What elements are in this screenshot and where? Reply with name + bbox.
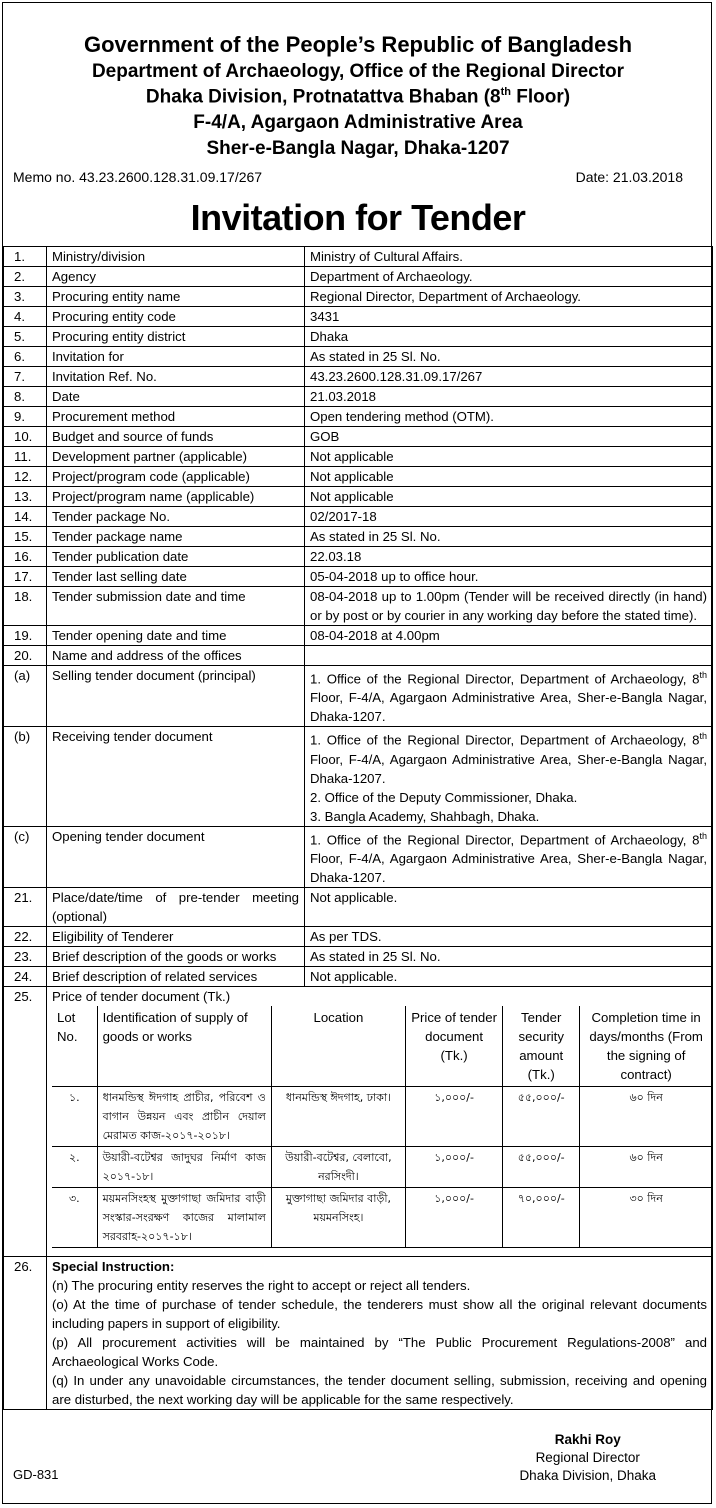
table-row: 4. Procuring entity code 3431 [4,307,713,327]
footer-code: GD-831 [13,1467,59,1482]
table-row: 18. Tender submission date and time 08-04-2018 up to 1.00pm (Tender will be received directly (in hand) or by post or by courier in any working day before the stated time). [4,587,713,626]
table-row: 24. Brief description of related services Not applicable. [4,967,713,987]
table-row: (b) Receiving tender document 1. Office of the Regional Director, Department of Archaeology, 8th Floor, F-4/A, Agargaon Administrative Area, Sher-e-Bangla Nagar, Dhaka-1207. 2. Office of the Deputy Commissioner, Dhaka. 3. Bangla Academy, Shahbagh, Dhaka. [4,727,713,826]
table-row: 8. Date 21.03.2018 [4,387,713,407]
document-title: Invitation for Tender [190,197,526,238]
table-row: 13. Project/program name (applicable) Not applicable [4,487,713,507]
table-row: 20. Name and address of the offices [4,646,713,666]
signature-block [519,1431,656,1485]
table-row: 2. Agency Department of Archaeology. [4,267,713,287]
table-row: 6. Invitation for As stated in 25 Sl. No. [4,347,713,367]
tender-table [3,246,713,1410]
table-row: 26. Special Instruction: (n) The procuring entity reserves the right to accept or reject all tenders. (o) At the time of purchase of tender schedule, the tenderers must show all the original relevant documents including papers in support of eligibility. (p) All procurement activities will be maintained by “The Public Procurement Regulations-2008” and Archaeological Works Code. (q) In under any unavoidable circumstances, the tender document selling, submission, receiving and opening are disturbed, the next working day will be applicable for the same respectively. [4,1257,713,1410]
signatory-designation: Regional Director [535,1450,640,1465]
memo-number: Memo no. 43.23.2600.128.31.09.17/267 [13,169,263,185]
package-table [52,1006,712,1248]
table-row: 7. Invitation Ref. No. 43.23.2600.128.31.09.17/267 [4,367,713,387]
header-department: Department of Archaeology, Office of the Regional Director [91,61,625,82]
signatory-name: Rakhi Roy [554,1432,621,1447]
signatory-office: Dhaka Division, Dhaka [519,1468,656,1483]
table-row: 9. Procurement method Open tendering method (OTM). [4,407,713,427]
table-row: 17. Tender last selling date 05-04-2018 up to office hour. [4,567,713,587]
office-opening: 1. Office of the Regional Director, Department of Archaeology, 8th Floor, F-4/A, Agargaon Administrative Area, Sher-e-Bangla Nagar, Dhaka-1207. [305,826,713,887]
package-row: ২. উয়ারী-বটেশ্বর জাদুঘর নির্মাণ কাজ ২০১৭-১৮। উয়ারী-বটেশ্বর, বেলাবো, নরসিংদী। ১,০০০/- ৫৫,০০০/- ৬০ দিন [52,1147,712,1188]
table-row: 25. Price of tender document (Tk.) Lot No. Identification of supply of goods or works Location Price of tender document (Tk.) Tender security amount (Tk.) Completion time in days/months (From the signing of contract) ১. ধানমন্ডিস্থ ঈদগাহ প্রাচীর, পরিবেশ ও বাগান উন্নয়ন এবং প্রাচীন দেয়াল মেরামত কাজ-২০১৭-২০১৮। ধানমন্ডিস্থ ঈদগাহ, ঢাকা। ১,০০০/- ৫৫,০০০/- ৬০ দিন ২. উয়ারী-বটেশ্বর জাদুঘর নির্মাণ কাজ ২০১৭-১৮। উয়ারী-বটেশ্বর, বেলাবো, নরসিংদী। ১,০০০/- ৫৫,০০০/- ৬০ দিন ৩. ময়মনসিংহস্থ মুক্তাগাছা জমিদার বাড়ী সংস্কার-সংরক্ষণ কাজের মালামাল সরবরাহ-২০১৭-১৮। মুক্তাগাছা জমিদার বাড়ী, ময়মনসিংহ। ১,০০০/- ৭০,০০০/- ৩০ দিন [4,987,713,1257]
header-division: Dhaka Division, Protnatattva Bhaban (8th Floor) [145,86,571,108]
table-row: 5. Procuring entity district Dhaka [4,327,713,347]
header-city: Sher-e-Bangla Nagar, Dhaka-1207 [206,138,510,159]
table-row: (c) Opening tender document 1. Office of the Regional Director, Department of Archaeology, 8th Floor, F-4/A, Agargaon Administrative Area, Sher-e-Bangla Nagar, Dhaka-1207. [4,826,713,887]
table-row: 14. Tender package No. 02/2017-18 [4,507,713,527]
table-row: 23. Brief description of the goods or works As stated in 25 Sl. No. [4,947,713,967]
table-row: 3. Procuring entity name Regional Director, Department of Archaeology. [4,287,713,307]
package-row: ১. ধানমন্ডিস্থ ঈদগাহ প্রাচীর, পরিবেশ ও বাগান উন্নয়ন এবং প্রাচীন দেয়াল মেরামত কাজ-২০১৭-২০১৮। ধানমন্ডিস্থ ঈদগাহ, ঢাকা। ১,০০০/- ৫৫,০০০/- ৬০ দিন [52,1087,712,1147]
table-row: (a) Selling tender document (principal) 1. Office of the Regional Director, Department of Archaeology, 8th Floor, F-4/A, Agargaon Administrative Area, Sher-e-Bangla Nagar, Dhaka-1207. [4,666,713,727]
table-row: 19. Tender opening date and time 08-04-2018 at 4.00pm [4,626,713,646]
header-address-line: F-4/A, Agargaon Administrative Area [193,112,523,133]
table-row: 15. Tender package name As stated in 25 Sl. No. [4,527,713,547]
office-receiving: 1. Office of the Regional Director, Department of Archaeology, 8th Floor, F-4/A, Agargaon Administrative Area, Sher-e-Bangla Nagar, Dhaka-1207. 2. Office of the Deputy Commissioner, Dhaka. 3. Bangla Academy, Shahbagh, Dhaka. [305,727,713,826]
table-row: 21. Place/date/time of pre-tender meeting (optional) Not applicable. [4,888,713,927]
memo-date: Date: 21.03.2018 [575,169,683,185]
table-row: 16. Tender publication date 22.03.18 [4,547,713,567]
package-row: ৩. ময়মনসিংহস্থ মুক্তাগাছা জমিদার বাড়ী সংস্কার-সংরক্ষণ কাজের মালামাল সরবরাহ-২০১৭-১৮। মুক্তাগাছা জমিদার বাড়ী, ময়মনসিংহ। ১,০০০/- ৭০,০০০/- ৩০ দিন [52,1188,712,1248]
table-row: 12. Project/program code (applicable) Not applicable [4,467,713,487]
price-of-tender-label: Price of tender document (Tk.) [52,989,231,1005]
table-row: 22. Eligibility of Tenderer As per TDS. [4,927,713,947]
table-row: 10. Budget and source of funds GOB [4,427,713,447]
header-government: Government of the People’s Republic of Bangladesh [83,32,633,57]
table-row: 1. Ministry/division Ministry of Cultural Affairs. [4,247,713,267]
package-header-row: Lot No. Identification of supply of goods or works Location Price of tender document (Tk.) Tender security amount (Tk.) Completion time in days/months (From the signing of contract) [52,1006,712,1087]
office-principal: 1. Office of the Regional Director, Department of Archaeology, 8th Floor, F-4/A, Agargaon Administrative Area, Sher-e-Bangla Nagar, Dhaka-1207. [305,666,713,727]
special-instruction: Special Instruction: (n) The procuring entity reserves the right to accept or reject all tenders. (o) At the time of purchase of tender schedule, the tenderers must show all the original relevant documents including papers in support of eligibility. (p) All procurement activities will be maintained by “The Public Procurement Regulations-2008” and Archaeological Works Code. (q) In under any unavoidable circumstances, the tender document selling, submission, receiving and opening are disturbed, the next working day will be applicable for the same respectively. [47,1257,713,1410]
table-row: 11. Development partner (applicable) Not applicable [4,447,713,467]
